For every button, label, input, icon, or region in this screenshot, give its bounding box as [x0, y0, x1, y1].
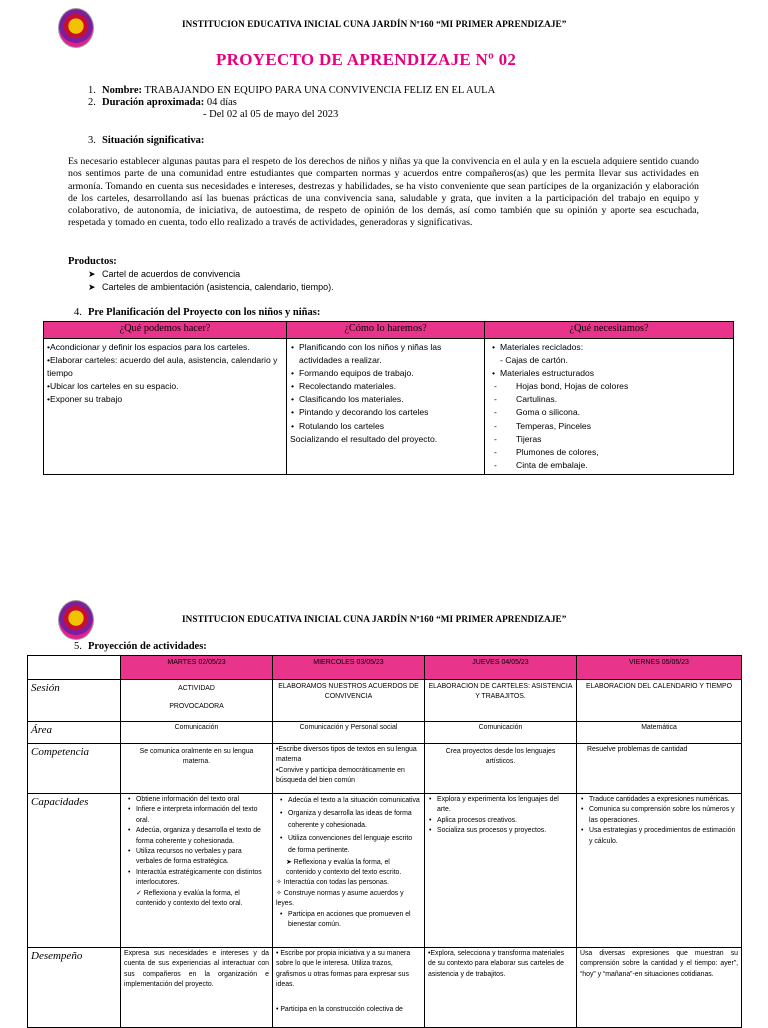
product-item: ➤ Carteles de ambientación (asistencia, calendario, tiempo).	[88, 282, 334, 292]
preplan-col2	[287, 339, 485, 475]
list-item: ✓ Reflexiona y evalúa la forma, el contenido y contexto del texto oral.	[136, 889, 243, 908]
area-wednesday: Comunicación y Personal social	[273, 722, 425, 744]
list-item: • Formando equipos de trabajo.	[299, 367, 481, 380]
products-list	[88, 268, 334, 294]
area-friday: Matemática	[577, 722, 742, 744]
day-thursday: JUEVES 04/05/23	[425, 656, 577, 680]
list-item: •Elaborar carteles: acuerdo del aula, asistencia, calendario y tiempo	[47, 355, 278, 379]
list-item: • Participa en acciones que promueven el bienestar común.	[288, 910, 421, 931]
activities-table	[27, 655, 742, 1028]
day-wednesday: MIERCOLES 03/05/23	[273, 656, 425, 680]
list-item: Socializando el resultado del proyecto.	[290, 433, 438, 444]
area-tuesday: Comunicación	[121, 722, 273, 744]
row-label-sesion: Sesión	[28, 680, 121, 722]
list-item: • Interactúa estratégicamente con distintos interlocutores.	[136, 868, 269, 889]
list-item: • Comunica su comprensión sobre los números y las operaciones.	[589, 805, 738, 826]
products-label: Productos:	[68, 256, 117, 267]
list-item: • Participa en la construcción colectiva de	[276, 1005, 403, 1013]
list-item: - Cajas de cartón.	[500, 355, 568, 366]
competencia-wednesday	[273, 744, 425, 794]
header-como-haremos: ¿Cómo lo haremos?	[287, 322, 485, 339]
area-thursday: Comunicación	[425, 722, 577, 744]
situation-paragraph: Es necesario establecer algunas pautas para el respeto de los derechos de niños y niñas ya que la convivencia en el aula y en la escuela adquiere sentido cuando nos sentimos parte de una comunidad entre estudiantes que comparten normas y acuerdos entre compañeros(as) que les permita llevar sus actividades en armonía. Tomando en cuenta sus necesidades e intereses, destrezas y habilidades, se ha visto conveniente que sean partícipes de la organización y elaboración de los carteles, desarrollando así las buenas prácticas de una convivencia sana, saludable y grata, que inviten a la participación del trabajo en equipo y colaborativo, de autonomía, de iniciativa, de autoestima, de respeto de opinión de los demás, así como también que su opinión y aporte sea escuchada, respetada y tomado en cuenta, todo ello realizado a través de actividades, generadoras y significativas.	[68, 156, 699, 229]
sesion-friday: ELABORACION DEL CALENDARIO Y TIEMPO	[577, 680, 742, 722]
capacidades-friday	[577, 794, 742, 948]
list-item: • Explora y experimenta los lenguajes del arte.	[437, 795, 573, 816]
capacidades-tuesday	[121, 794, 273, 948]
list-item: • Planificando con los niños y niñas las actividades a realizar.	[299, 341, 481, 367]
list-item: • Adecúa, organiza y desarrolla el texto de forma coherente y cohesionada.	[136, 826, 269, 847]
list-item: • Obtiene información del texto oral	[136, 795, 269, 805]
item-duracion: 2. Duración aproximada: 04 días	[88, 97, 237, 108]
preplan-col1	[44, 339, 287, 475]
list-item: • Escribe por propia iniciativa y a su manera sobre lo que le interesa. Utiliza trazos, grafismos u otras formas para expresar sus ideas.	[276, 950, 411, 989]
list-item: • Socializa sus procesos y proyectos.	[437, 826, 573, 836]
list-item: • Materiales estructurados	[500, 367, 730, 380]
corner-cell	[28, 656, 121, 680]
list-item: •Acondicionar y definir los espacios para los carteles.	[47, 342, 250, 352]
preplan-col3	[485, 339, 734, 475]
list-item: - Temperas, Pinceles	[488, 420, 730, 433]
sesion-thursday: ELABORACION DE CARTELES: ASISTENCIA Y TRABAJITOS.	[425, 680, 577, 722]
list-item: ➤ Reflexiona y evalúa la forma, el contenido y contexto del texto escrito.	[286, 858, 402, 876]
preplan-table	[43, 321, 734, 475]
desempeno-wednesday	[273, 948, 425, 1028]
header-que-necesitamos: ¿Qué necesitamos?	[485, 322, 734, 339]
row-label-competencia: Competencia	[28, 744, 121, 794]
list-item: • Traduce cantidades a expresiones numéricas.	[589, 795, 738, 805]
list-item: - Hojas bond, Hojas de colores	[488, 380, 730, 393]
list-item: • Usa estrategias y procedimientos de estimación y cálculo.	[589, 826, 738, 847]
list-item: ✧ Construye normas y asume acuerdos y leyes.	[276, 889, 404, 908]
school-logo-icon	[58, 8, 94, 48]
row-label-capacidades: Capacidades	[28, 794, 121, 948]
list-item: - Tijeras	[488, 433, 730, 446]
competencia-tuesday: Se comunica oralmente en su lengua materna.	[121, 744, 273, 794]
list-item: • Rotulando los carteles	[299, 420, 481, 433]
list-item: • Recolectando materiales.	[299, 380, 481, 393]
day-tuesday: MARTES 02/05/23	[121, 656, 273, 680]
list-item: • Aplica procesos creativos.	[437, 816, 573, 826]
desempeno-friday: Usa diversas expresiones que muestran su comprensión sobre la cantidad y el tiempo: ayer”, “hoy” y “mañana”-en situaciones cotidianas.	[577, 948, 742, 1028]
duration-range: - Del 02 al 05 de mayo del 2023	[203, 109, 339, 120]
list-item: • Adecúa el texto a la situación comunicativa	[288, 795, 421, 808]
item-situacion: 3. Situación significativa:	[88, 135, 205, 146]
day-friday: VIERNES 05/05/23	[577, 656, 742, 680]
list-item: • Clasificando los materiales.	[299, 393, 481, 406]
list-item: •Convive y participa democráticamente en búsqueda del bien común	[276, 766, 405, 785]
list-item: • Infiere e interpreta información del texto oral.	[136, 805, 269, 826]
item-preplanificacion: 4. Pre Planificación del Proyecto con los niños y niñas:	[74, 307, 321, 318]
list-item: • Materiales reciclados:	[500, 341, 730, 354]
capacidades-thursday	[425, 794, 577, 948]
sesion-wednesday: ELABORAMOS NUESTROS ACUERDOS DE CONVIVENCIA	[273, 680, 425, 722]
list-item: • Utiliza convenciones del lenguaje escrito de forma pertinente.	[288, 833, 421, 858]
institution-header-2: INSTITUCION EDUCATIVA INICIAL CUNA JARDÍN Nº160 “MI PRIMER APRENDIZAJE”	[182, 614, 567, 624]
competencia-thursday: Crea proyectos desde los lenguajes artísticos.	[425, 744, 577, 794]
list-item: •Exponer su trabajo	[47, 394, 123, 405]
desempeno-tuesday: Expresa sus necesidades e intereses y da cuenta de sus experiencias al interactuar con sus compañeros en la organización e implementación del proyecto.	[121, 948, 273, 1028]
list-item: ✧ Interactúa con todas las personas.	[276, 879, 390, 887]
item-nombre: 1. Nombre: TRABAJANDO EN EQUIPO PARA UNA CONVIVENCIA FELIZ EN EL AULA	[88, 85, 496, 96]
school-logo-icon	[58, 600, 94, 640]
list-item: • Organiza y desarrolla las ideas de forma coherente y cohesionada.	[288, 808, 421, 833]
list-item: - Plumones de colores,	[488, 446, 730, 459]
list-item: - Goma o silicona.	[488, 406, 730, 419]
item-proyeccion: 5. Proyección de actividades:	[74, 641, 207, 652]
project-title: PROYECTO DE APRENDIZAJE Nº 02	[216, 50, 517, 69]
sesion-tuesday: ACTIVIDAD PROVOCADORA	[121, 680, 273, 722]
row-label-area: Área	[28, 722, 121, 744]
list-item: • Utiliza recursos no verbales y para verbales de forma estratégica.	[136, 847, 269, 868]
list-item: •Escribe diversos tipos de textos en su lengua materna	[276, 746, 417, 764]
list-item: • Pintando y decorando los carteles	[299, 406, 481, 419]
list-item: - Cartulinas.	[488, 393, 730, 406]
list-item: - Cinta de embalaje.	[488, 459, 730, 472]
institution-header: INSTITUCION EDUCATIVA INICIAL CUNA JARDÍN Nº160 “MI PRIMER APRENDIZAJE”	[182, 19, 567, 29]
desempeno-thursday: •Explora, selecciona y transforma materiales de su contexto para elaborar sus carteles de asistencia y de trabajitos.	[425, 948, 577, 1028]
list-item: •Ubicar los carteles en su espacio.	[47, 381, 179, 392]
product-item: ➤ Cartel de acuerdos de convivencia	[88, 269, 241, 279]
header-que-hacer: ¿Qué podemos hacer?	[44, 322, 287, 339]
competencia-friday: Resuelve problemas de cantidad	[577, 744, 742, 794]
row-label-desempeno: Desempeño	[28, 948, 121, 1028]
capacidades-wednesday	[273, 794, 425, 948]
